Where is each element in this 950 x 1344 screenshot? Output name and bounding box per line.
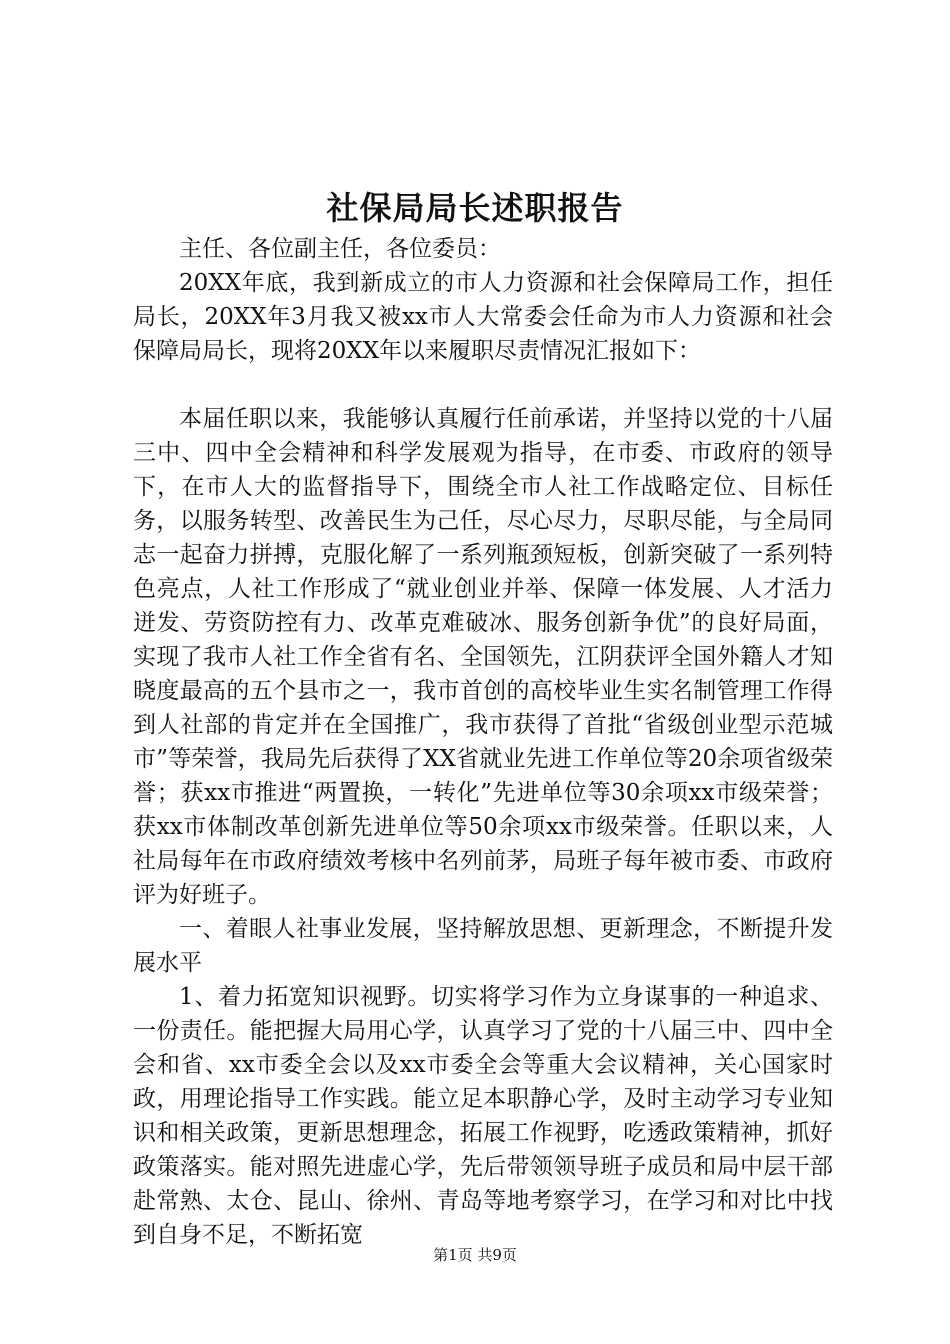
subsection-paragraph: 1、着力拓宽知识视野。切实将学习作为立身谋事的一种追求、一份责任。能把握大局用心学，认真学习了党的十八届三中、四中全会和省、xx市委全会以及xx市委全会等重大会议精神，关心国家时政，用理论指导工作实践。能立足本职静心学，及时主动学习专业知识和相关政策，更新思想理念，拓展工作视野，吃透政策精神，抓好政策落实。能对照先进虚心学，先后带领领导班子成员和局中层干部赴常熟、太仓、昆山、徐州、青岛等地考察学习，在学习和对比中找到自身不足，不断拓宽 — [133, 984, 833, 1248]
section-heading: 一、着眼人社事业发展，坚持解放思想、更新理念，不断提升发展水平 — [133, 916, 833, 976]
page-footer: 第1页 共9页 — [433, 1246, 517, 1264]
intro-paragraph: 20XX年底，我到新成立的市人力资源和社会保障局工作，担任局长，20XX年3月我又被xx市人大常委会任命为市人力资源和社会保障局局长，现将20XX年以来履职尽责情况汇报如下： — [133, 270, 833, 364]
document-title: 社保局局长述职报告 — [326, 189, 624, 227]
salutation-paragraph: 主任、各位副主任，各位委员： — [179, 236, 501, 262]
summary-paragraph: 本届任职以来，我能够认真履行任前承诺，并坚持以党的十八届三中、四中全会精神和科学发展观为指导，在市委、市政府的领导下，在市人大的监督指导下，围绕全市人社工作战略定位、目标任务，以服务转型、改善民生为己任，尽心尽力，尽职尽能，与全局同志一起奋力拼搏，克服化解了一系列瓶颈短板，创新突破了一系列特色亮点，人社工作形成了“就业创业并举、保障一体发展、人才活力迸发、劳资防控有力、改革克难破冰、服务创新争优”的良好局面，实现了我市人社工作全省有名、全国领先，江阴获评全国外籍人才知晓度最高的五个县市之一，我市首创的高校毕业生实名制管理工作得到人社部的肯定并在全国推广，我市获得了首批“省级创业型示范城市”等荣誉，我局先后获得了XX省就业先进工作单位等20余项省级荣誉；获xx市推进“两置换，一转化”先进单位等30余项xx市级荣誉；获xx市体制改革创新先进单位等50余项xx市级荣誉。任职以来，人社局每年在市政府绩效考核中名列前茅，局班子每年被市委、市政府评为好班子。 — [133, 406, 833, 908]
document-body — [133, 232, 833, 1252]
